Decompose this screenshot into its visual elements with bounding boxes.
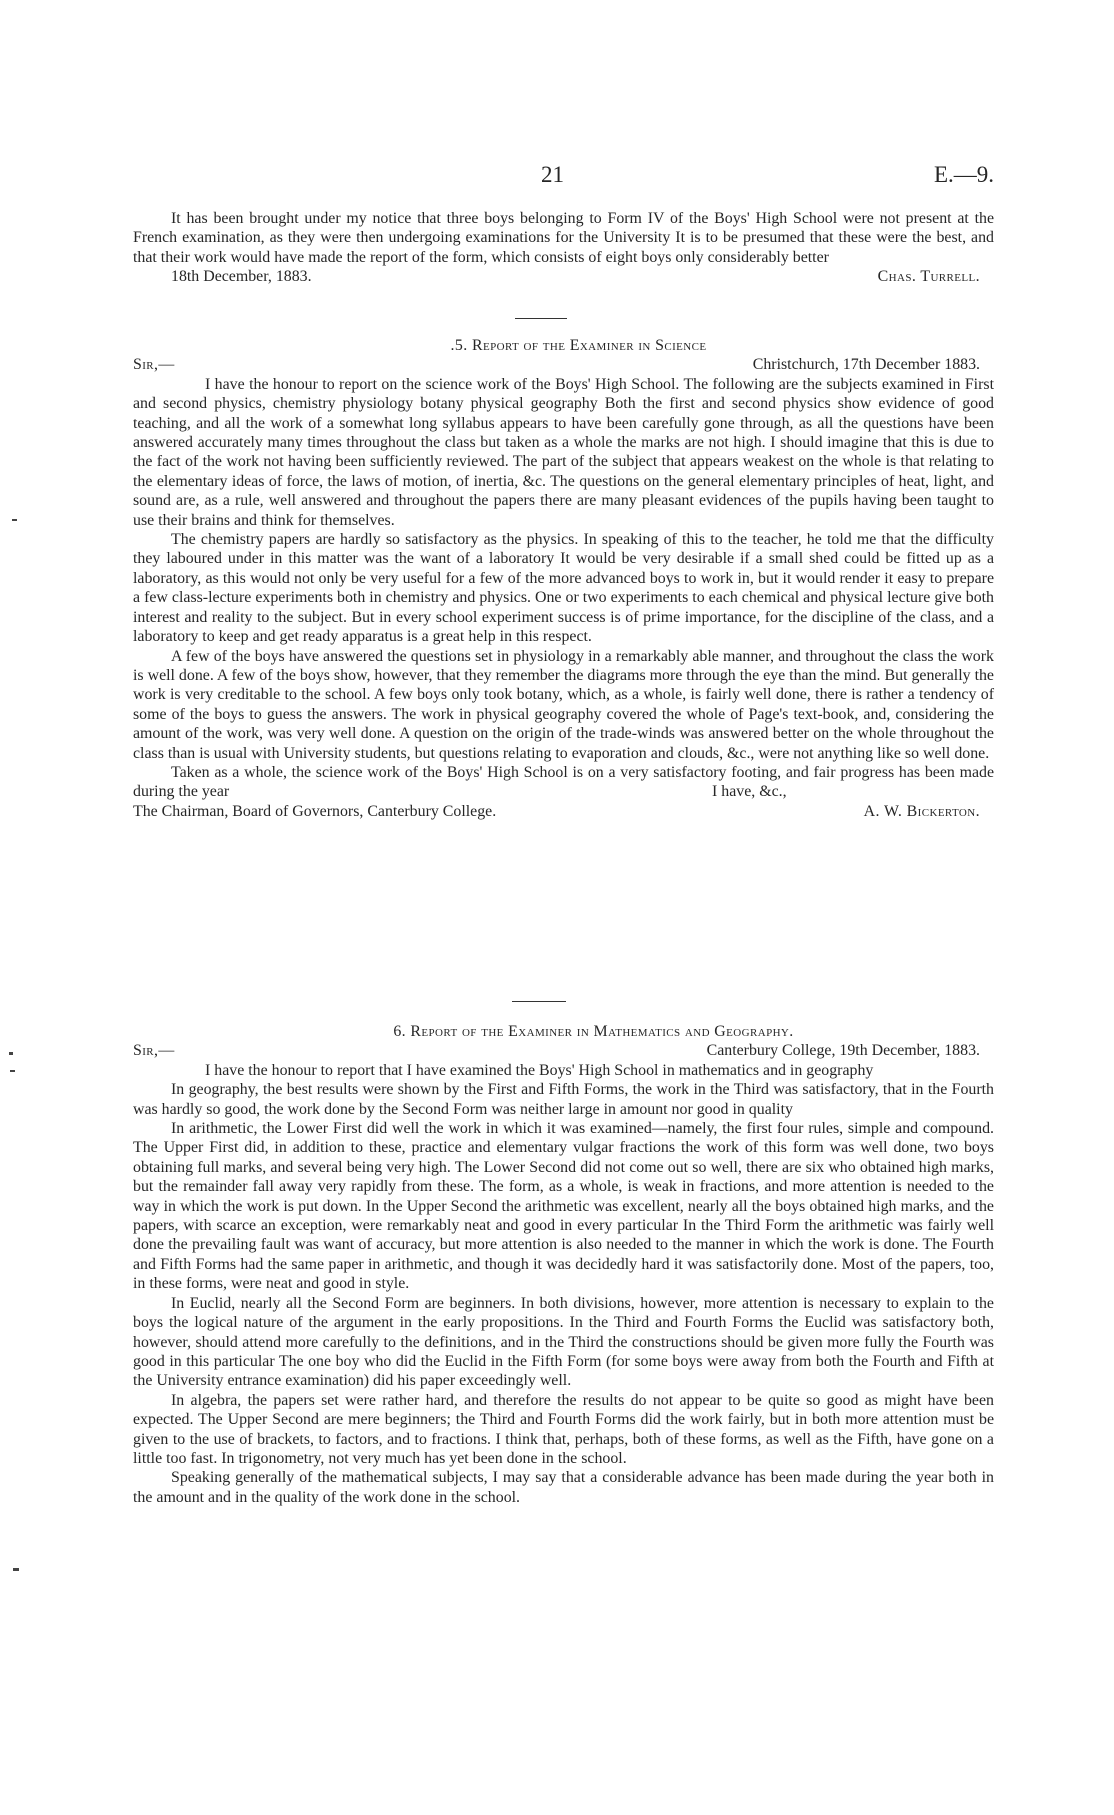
math-report [133, 1022, 994, 1507]
science-paragraph-3: A few of the boys have answered the questions set in physiology in a remarkably able manner, and throughout the class the work is well done. A few of the boys show, however, that they remember the diagrams more through the eye than the mind. But generally the work is very creditable to the school. A few boys only took botany, which, as a whole, is fairly well done, there is rather a tendency of some of the boys to guess the answers. The work in physical geography covered the whole of Page's text-book, and, considering the amount of the work, was very well done. A question on the origin of the trade-winds was answered better on the whole throughout the class than is usual with University students, but questions relating to evaporation and clouds, &c., were not anything like so well done. [133, 647, 994, 762]
math-salutation-row [133, 1041, 994, 1060]
math-paragraph-1: I have the honour to report that I have examined the Boys' High School in mathematics and in geography [205, 1061, 874, 1079]
margin-mark [10, 1070, 15, 1072]
science-paragraph-1: I have the honour to report on the science work of the Boys' High School. The following are the subjects examined in First and second physics, chemistry physiology botany physical geography Both the first and second physics show evidence of good teaching, and all the work of a somewhat long syllabus appears to have been carefully gone through, as all the questions have been answered accurately many times throughout the class but taken as a whole the marks are not high. I should imagine that this is due to the fact of the work not having been sufficiently reviewed. The part of the subject that appears weakest on the whole is that relating to the elementary ideas of force, the laws of motion, of inertia, &c. The questions on the general elementary principles of heat, light, and sound are, as a rule, well answered and throughout the papers there are many pleasant evidences of the pupils having been taught to use their brains and think for themselves. [133, 375, 994, 529]
margin-mark [12, 519, 17, 521]
science-paragraph-2: The chemistry papers are hardly so satisfactory as the physics. In speaking of this to the teacher, he told me that the difficulty they laboured under in this matter was the want of a laboratory It would be very desirable if a small shed could be fitted up as a laboratory, as this would not only be very useful for a few of the more advanced boys to work in, but it would render it easy to prepare a few class-lecture experiments both in chemistry and physics. One or two experiments to each chemical and physical lecture give both interest and reality to the subject. But in every school experiment success is of prime importance, for the discipline of the class, and a laboratory to keep and get ready apparatus is a great help in this respect. [133, 531, 994, 646]
page-number: 21 [541, 162, 564, 187]
math-paragraph-3: In arithmetic, the Lower First did well the work in which it was examined—namely, the first four rules, simple and compound. The Upper First did, in addition to these, practice and elementary vulgar fractions the work of this form was well done, two boys obtaining full marks, and several being very high. The Lower Second did not come out so well, there are six who obtained high marks, but the remainder fall away very rapidly from these. The form, as a whole, is weak in fractions, and more attention is needed to the way in which the work is put down. In the Upper Second the arithmetic was excellent, nearly all the boys obtained high marks, and the papers, with scarce an exception, were remarkably neat and good in every particular In the Third Form the arithmetic was fairly well done the prevailing fault was want of accuracy, but more attention is also needed to the manner in which the work is done. The Fourth and Fifth Forms had the same paper in arithmetic, and though it was decidedly hard it was satisfactorily done. Most of the papers, too, in these forms, were neat and good in style. [133, 1120, 994, 1293]
math-paragraph-2: In geography, the best results were shown by the First and Fifth Forms, the work in the Third was satisfactory, that in the Fourth was hardly so good, the work done by the Second Form was neither large in amount nor good in quality [133, 1081, 994, 1118]
science-salutation-row [133, 355, 994, 374]
math-place-date: Canterbury College, 19th December, 1883. [706, 1042, 980, 1060]
math-salutation: Sir,— [133, 1042, 175, 1060]
science-addressee: The Chairman, Board of Governors, Canterbury College. [133, 802, 497, 820]
science-report [133, 336, 994, 821]
science-signature: A. W. Bickerton. [863, 802, 980, 820]
science-closing: I have, &c., [708, 782, 787, 801]
page-header [133, 162, 994, 194]
intro-section [133, 209, 994, 287]
intro-paragraph: It has been brought under my notice that three boys belonging to Form IV of the Boys' High School were not present at the French examination, as they were then undergoing examinations for the University It is to be presumed that these were the best, and that their work would have made the report of the form, which consists of eight boys only considerably better [133, 210, 994, 266]
intro-date: 18th December, 1883. [171, 268, 312, 286]
section-divider [515, 318, 567, 319]
science-paragraph-4: Taken as a whole, the science work of the Boys' High School is on a very satisfactory footing, and fair progress has been made during the year [133, 763, 994, 801]
margin-mark [9, 1052, 13, 1055]
margin-mark [13, 1568, 19, 1571]
section-divider-2 [512, 1001, 566, 1002]
intro-signoff [133, 267, 994, 286]
math-paragraph-5: In algebra, the papers set were rather hard, and therefore the results do not appear to be quite so good as might have been expected. The Upper Second are mere beginners; the Third and Fourth Forms did the work fairly, but in both more attention must be given to the use of brackets, to factors, and to fractions. I think that, perhaps, both of these forms, as well as the Fifth, have gone on a little too fast. In trigonometry, not very much has yet been done in the school. [133, 1391, 994, 1467]
science-place-date: Christchurch, 17th December 1883. [752, 356, 980, 374]
science-salutation: Sir,— [133, 356, 175, 374]
document-code: E.—9. [933, 162, 994, 187]
math-report-title: 6. Report of the Examiner in Mathematics and Geography. [393, 1023, 794, 1040]
intro-signature: Chas. Turrell. [877, 268, 980, 286]
math-paragraph-6: Speaking generally of the mathematical subjects, I may say that a considerable advance has been made during the year both in the amount and in the quality of the work done in the school. [133, 1469, 994, 1506]
science-report-title: .5. Report of the Examiner in Science [450, 337, 707, 354]
science-signoff [133, 802, 994, 821]
math-paragraph-4: In Euclid, nearly all the Second Form are beginners. In both divisions, however, more attention is necessary to explain to the boys the logical nature of the argument in the early propositions. In the Third and Fourth Forms the Euclid was satisfactory both, however, should attend more carefully to the definitions, and in the Third the constructions should be given more fully the Fourth was good in this particular The one boy who did the Euclid in the Fifth Form (for some boys were away from both the Fourth and Fifth at the University entrance examination) did his paper exceedingly well. [133, 1294, 994, 1390]
